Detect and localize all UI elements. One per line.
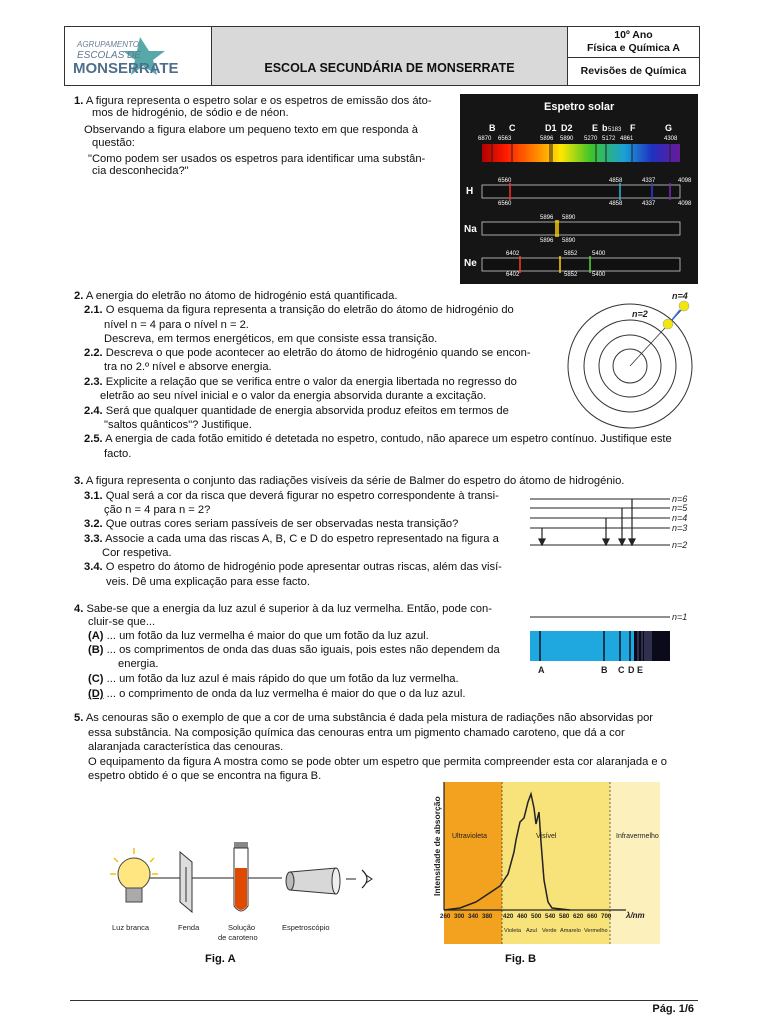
line-B: B [601,665,608,675]
q3-2-text: Que outras cores seriam passíveis de ser observadas nesta transição? [102,518,459,530]
top-value-7: 4308 [664,136,678,142]
letter-E: E [592,123,599,133]
na-value-top-1: 5890 [562,215,576,221]
spectroscope-icon [290,868,336,894]
q2-3-line2: eletrão ao seu nível inicial e o valor da energia absorvida durante a excitação. [100,390,487,402]
x-axis-unit: λ/nm [626,911,645,920]
q3-3-line1 [84,532,499,546]
letter-F: F [630,123,636,133]
h-value-top-3: 4098 [678,178,692,184]
q4-option-a [88,629,429,643]
spectra-figure [460,94,698,284]
q3-text: A figura representa o conjunto das radiações visíveis da série de Balmer do espetro do átomo de hidrogénio. [83,475,625,487]
q2-2-line2: tra no 2.º nível e absorve energia. [104,361,272,373]
q2-4-line2: "saltos quânticos"? Justifique. [104,419,252,431]
q2-3-number: 2.3. [84,376,103,388]
q2-1-text: O esquema da figura representa a transição do eletrão do átomo de hidrogénio do [102,304,514,316]
q2-4-line1 [84,404,509,418]
q3-1-text: Qual será a cor da risca que deverá figurar no espetro correspondente à transi- [102,490,499,502]
q3-4-line2: veis. Dê uma explicação para esse facto. [106,576,310,588]
q2-5-line2: facto. [104,448,132,460]
q3-3-text: Associe a cada uma das riscas A, B, C e D do espetro representado na figura a [102,533,499,545]
line-E: E [637,665,644,675]
q3-2-line1 [84,517,458,531]
ne-value-top-1: 5852 [564,251,578,257]
h-value-bottom-1: 4858 [609,201,623,207]
header-topic: Revisões de Química [580,65,687,77]
ne-value-top-0: 6402 [506,251,520,257]
top-value-1: 6563 [498,136,512,142]
color-vermelho: Vermelho [584,928,608,934]
q2-1-line2: nível n = 4 para o nível n = 2. [104,319,249,331]
spectra-title: Espetro solar [544,101,615,113]
na-spectrum-bar [482,222,680,235]
figure-b-absorption-chart [430,782,660,966]
q5-number: 5. [74,712,84,724]
tick-340: 340 [468,913,479,920]
ne-value-top-2: 5400 [592,251,606,257]
q2-4-number: 2.4. [84,405,103,417]
label-n2: n=2 [632,309,648,319]
region-ultravioleta: Ultravioleta [452,833,488,840]
top-value-3: 5890 [560,136,574,142]
q2-2-text: Descreva o que pode acontecer ao eletrão do átomo de hidrogénio quando se encon- [102,347,531,359]
q3-number: 3. [74,475,84,487]
ne-value-bottom-2: 5400 [592,272,606,278]
q1-line4: questão: [92,137,135,149]
label-Ne: Ne [464,258,477,269]
q2-4-text: Será que qualquer quantidade de energia absorvida produz efeitos em termos de [102,405,509,417]
h-value-bottom-3: 4098 [678,201,692,207]
q4-line2: cluir-se que... [88,616,156,628]
q2-2-line1 [84,346,531,360]
label-H: H [466,186,474,197]
figure-a-apparatus [104,832,394,962]
q4-number: 4. [74,603,84,615]
q2-1-line3: Descreva, em termos energéticos, em que consiste essa transição. [104,333,438,345]
top-value-4: 5270 [584,136,598,142]
page-number: Pág. 1/6 [652,1003,694,1015]
top-value-6: 4861 [620,136,634,142]
logo-line1: AGRUPAMENTO [77,40,139,49]
h-value-top-0: 6560 [498,178,512,184]
q4-option-c-key: (C) [88,673,104,685]
logo-line2: ESCOLAS DE [77,50,141,61]
line-D: D [628,665,635,675]
q5-line3: alaranjada característica das cenouras. [88,741,284,753]
q3-3-line2: Cor respetiva. [102,547,172,559]
top-value-2: 5896 [540,136,554,142]
region-infravermelho: Infravermelho [616,833,659,840]
q2-5-number: 2.5. [84,433,103,445]
school-logo [65,27,212,85]
q2-5-line1 [84,432,672,446]
label-n4: n=4 [672,291,688,301]
value-5183: 5183 [608,127,622,133]
level-n2: n=2 [672,540,688,550]
q3-4-text: O espetro do átomo de hidrogénio pode apresentar outras riscas, além das visí- [102,561,502,573]
ne-spectrum-bar [482,258,680,271]
q4-option-d-key: (D) [88,688,104,700]
ne-value-bottom-1: 5852 [564,272,578,278]
header-year: 10º Ano [614,29,653,41]
q4-option-d [88,687,465,701]
h-value-bottom-2: 4337 [642,201,656,207]
level-n1: n=1 [672,612,688,622]
page-header [64,26,700,86]
header-subject: Física e Química A [587,42,680,54]
figure-a-caption: Fig. A [205,953,236,965]
tick-380: 380 [482,913,493,920]
letter-C: C [509,123,516,133]
label-carotene: de caroteno [218,933,258,942]
q2-2-number: 2.2. [84,347,103,359]
label-Na: Na [464,224,477,235]
q3-1-number: 3.1. [84,490,103,502]
figure-b-caption: Fig. B [505,953,537,965]
q1-line3: Observando a figura elabore um pequeno texto em que responda à [84,124,418,136]
q4-option-a-key: (A) [88,630,104,642]
top-value-5: 5172 [602,136,616,142]
header-right [568,27,699,85]
level-n5: n=5 [672,503,688,513]
q4-option-c [88,672,459,686]
q5-line2: essa substância. Na composição química das cenouras entra um pigmento chamado caroteno, que dá a cor [88,727,625,739]
bulb-icon [118,858,150,890]
q3-line1 [74,474,624,488]
q3-4-number: 3.4. [84,561,103,573]
q3-1-line2: ção n = 4 para n = 2? [104,504,211,516]
line-A: A [538,665,545,675]
line-C: C [618,665,625,675]
na-value-bottom-1: 5890 [562,238,576,244]
q3-1-line1 [84,489,499,503]
h-value-top-1: 4858 [609,178,623,184]
school-name: ESCOLA SECUNDÁRIA DE MONSERRATE [264,61,515,75]
h-spectrum-bar [482,185,680,198]
tick-260: 260 [440,913,451,920]
color-amarelo: Amarelo [560,928,581,934]
label-white-light: Luz branca [112,923,150,932]
q4-option-d-text: ... o comprimento de onda da luz vermelha é maior do que o da luz azul. [103,688,466,700]
na-value-bottom-0: 5896 [540,238,554,244]
header-year-subject [568,27,699,58]
carotene-solution [235,868,247,910]
color-verde: Verde [542,928,557,934]
letter-b: b [602,123,608,133]
letter-G: G [665,123,673,133]
y-axis-label: Intensidade de absorção [432,796,442,896]
balmer-diagram [528,489,698,677]
q2-number: 2. [74,290,84,302]
q3-4-line1 [84,560,502,574]
q4-option-b-key: (B) [88,644,104,656]
header-middle [212,27,568,85]
q3-3-number: 3.3. [84,533,103,545]
q3-2-number: 3.2. [84,518,103,530]
tick-500: 500 [531,913,542,920]
q2-5-text: A energia de cada fotão emitido é detetada no espetro, contudo, não aparece um espetro contínuo. Justifique este [102,433,672,445]
q4-option-a-text: ... um fotão da luz vermelha é maior do que um fotão da luz azul. [103,630,429,642]
letter-D2: D2 [561,123,573,133]
q5-line4: O equipamento da figura A mostra como se pode obter um espetro que permita compreender esta cor alaranjada e o [88,756,667,768]
q1-line2: mos de hidrogénio, de sódio e de néon. [92,107,289,119]
logo-line3: MONSERRATE [73,60,179,77]
label-solution: Solução [228,923,256,932]
tick-300: 300 [454,913,465,920]
letter-D1: D1 [545,123,557,133]
color-azul: Azul [526,928,537,934]
tick-580: 580 [559,913,570,920]
letter-B: B [489,123,496,133]
level-n4: n=4 [672,513,688,523]
region-visivel: Visível [536,833,557,840]
q5-line1 [74,711,653,725]
h-value-top-2: 4337 [642,178,656,184]
q4-option-b-line2: energia. [118,658,159,670]
q2-line1 [74,289,397,303]
h-value-bottom-0: 6560 [498,201,512,207]
ne-value-bottom-0: 6402 [506,272,520,278]
level-n6: n=6 [672,494,688,504]
q4-option-c-text: ... um fotão da luz azul é mais rápido do que um fotão da luz vermelha. [103,673,459,685]
q4-option-b-text: ... os comprimentos de onda das duas são iguais, pois estes não dependem da [103,644,500,656]
q4-option-b [88,643,500,657]
q4-text-1: Sabe-se que a energia da luz azul é superior à da luz vermelha. Então, pode con- [83,603,492,615]
label-spectroscope: Espetroscópio [282,923,330,932]
level-n3: n=3 [672,523,688,533]
tick-700: 700 [601,913,612,920]
q1-text-1: A figura representa o espetro solar e os espetros de emissão dos áto- [83,95,432,107]
footer-divider [70,1000,698,1001]
label-slit: Fenda [178,923,200,932]
q2-3-line1 [84,375,517,389]
q1-line6: cia desconhecida?" [92,165,189,177]
q2-1-number: 2.1. [84,304,103,316]
q1-number: 1. [74,95,84,107]
q2-1-line1 [84,303,514,317]
top-value-0: 6870 [478,136,492,142]
q5-text-1: As cenouras são o exemplo de que a cor de uma substância é dada pela mistura de radiações não absorvidas por [83,712,654,724]
tick-420: 420 [503,913,514,920]
eye-icon [362,870,367,888]
color-violeta: Violeta [504,928,522,934]
tick-660: 660 [587,913,598,920]
q2-text: A energia do eletrão no átomo de hidrogénio está quantificada. [83,290,398,302]
q4-line1 [74,602,492,616]
q1-line5: "Como podem ser usados os espetros para identificar uma substân- [88,153,426,165]
tick-540: 540 [545,913,556,920]
na-value-top-0: 5896 [540,215,554,221]
atom-orbits-diagram [560,288,698,430]
q5-line5: espetro obtido é o que se encontra na figura B. [88,770,322,782]
tick-620: 620 [573,913,584,920]
q2-3-text: Explicite a relação que se verifica entre o valor da energia libertada no regresso do [102,376,517,388]
tick-460: 460 [517,913,528,920]
